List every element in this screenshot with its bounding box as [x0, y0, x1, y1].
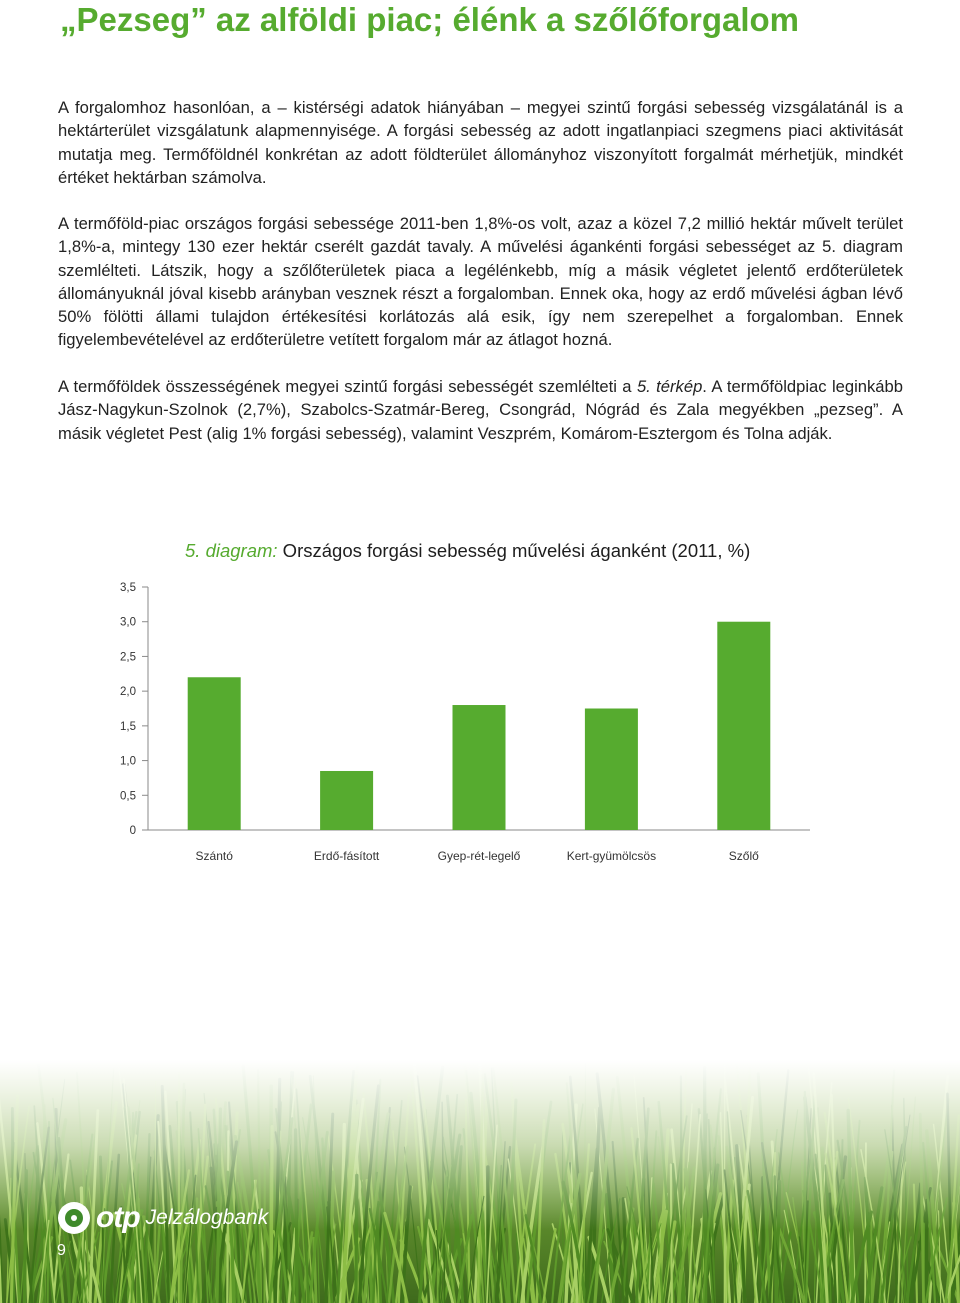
logo-otp-text: otp	[96, 1201, 140, 1234]
y-tick-label: 3,0	[120, 616, 136, 629]
bar	[585, 709, 638, 831]
x-category-label: Szőlő	[728, 849, 759, 863]
chart-title-text: Országos forgási sebesség művelési áganként (2011, %)	[277, 540, 751, 561]
chart-title-label: 5. diagram:	[185, 540, 278, 561]
y-tick-label: 2,5	[120, 651, 136, 664]
paragraph-intro: A forgalomhoz hasonlóan, a – kistérségi adatok hiányában – megyei szintű forgási sebesség vizsgálatánál is a hektárterület vizsgálatunk alapmennyisége. A forgási sebesség az adott ingatlanpiaci szegmens piaci aktivitását mutatja meg. Termőföldnél konkrétan az adott földterület állományhoz viszonyított forgalmát mérhetjük, mindkét értéket hektárban számolva.	[58, 98, 903, 187]
bar	[320, 771, 373, 830]
page-title: „Pezseg” az alföldi piac; élénk a szőlőforgalom	[60, 1, 800, 38]
logo-bank-name: Jelzálogbank	[145, 1206, 269, 1229]
y-tick-label: 0	[129, 825, 136, 837]
otp-logo-icon	[58, 1202, 90, 1234]
p3-text-after: . A termőföldpiac leginkább Jász-Nagykun-Szolnok (2,7%), Szabolcs-Szatmár-Bereg, Csongrád, Nógrád és Zala megyékben „pezseg”. A másik végletet Pest (alig 1% forgási sebesség), valamint Veszprém, Komárom-Esztergom és Tolna adják.	[58, 377, 903, 443]
bar	[188, 677, 241, 830]
y-tick-label: 2,0	[120, 686, 136, 699]
y-tick-label: 3,5	[120, 582, 136, 594]
grass-footer-image	[0, 1060, 960, 1303]
x-category-label: Szántó	[195, 849, 233, 863]
paragraph-national-speed: A termőföld-piac országos forgási sebessége 2011-ben 1,8%-os volt, azaz a közel 7,2 millió hektár művelt terület 1,8%-a, mintegy 130 ezer hektár cserélt gazdát tavaly. A művelési ágankénti forgási sebességet az 5. diagram szemlélteti. Látszik, hogy a szőlőterületek piaca a legélénkebb, míg a másik végletet jelentő erdőterületek állományuknál jóval kisebb arányban vesznek részt a forgalomban. Ennek oka, hogy az erdő művelési ágban lévő 50% fölötti állami tulajdon értékesítési korlátozás alá esik, így nem szerepelhet a forgalomban. Ennek figyelembevételével az erdőterületre vetített forgalom már az átlagot hozná.	[58, 214, 903, 350]
x-category-label: Gyep-rét-legelő	[437, 849, 521, 863]
otp-jelzalogbank-logo	[58, 1198, 268, 1238]
y-tick-label: 0,5	[120, 790, 136, 803]
page-number: 9	[57, 1242, 66, 1259]
x-category-label: Erdő-fásított	[313, 849, 380, 863]
x-category-label: Kert-gyümölcsös	[566, 849, 657, 863]
bar	[717, 622, 770, 830]
map-reference: 5. térkép	[636, 377, 703, 396]
y-tick-label: 1,0	[120, 755, 136, 768]
bar	[453, 705, 506, 830]
p3-text-before: A termőföldek összességének megyei szintű forgási sebességét szemlélteti a	[58, 377, 637, 396]
y-tick-label: 1,5	[120, 720, 136, 733]
